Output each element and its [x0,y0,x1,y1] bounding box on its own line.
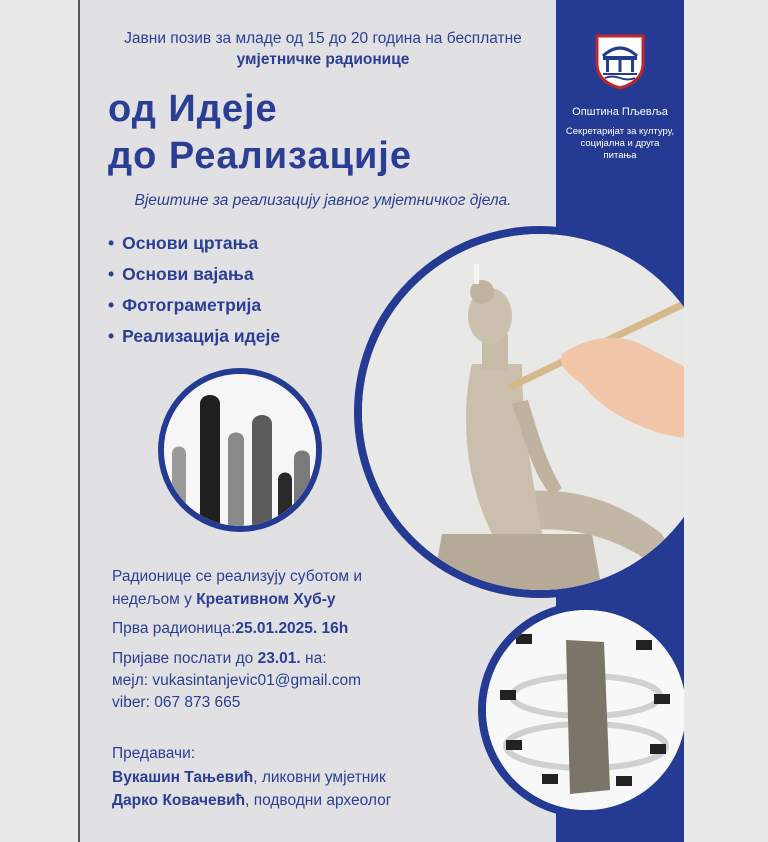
title-line-2: до Реализације [108,135,412,177]
bullet-text: Фотограметрија [122,295,262,315]
lecturer-1-role: , ликовни умјетник [253,769,386,786]
sculpture-illustration-icon [362,234,684,590]
apply-label: Пријаве послати до [112,650,258,667]
bullet-text: Основи цртања [122,233,259,253]
title-line-1: од Идеје [108,88,278,130]
lecturer-2 [112,792,391,810]
list-item: • Основи вајања [108,264,254,284]
list-item: • Основи цртања [108,233,259,253]
venue-name: Креативном Хуб-у [196,591,336,608]
bullet-list [108,228,280,352]
viber-contact: viber: 067 873 665 [112,694,241,711]
bullet-text: Реализација идеје [122,326,281,346]
poster-border [78,0,80,842]
municipality-name: Општина Пљевља [572,106,668,118]
first-workshop-date: 25.01.2025. 16h [235,620,349,637]
raised-hands-icon [164,374,316,526]
info-line-1: Радионице се реализују суботом и [112,568,363,585]
list-item: • Реализација идеје [108,326,281,346]
lecturer-2-role: , подводни археолог [245,792,392,809]
coat-of-arms-icon [595,34,645,90]
photogrammetry-image [478,602,684,818]
intro-line-1: Јавни позив за младе од 15 до 20 година на бесплатне [124,30,522,47]
sculpture-photo [354,226,684,598]
email-contact: мејл: vukasintanjevic01@gmail.com [112,672,362,689]
lecturer-2-name: Дарко Ковачевић [112,792,246,809]
intro-line-2: умјетничке радионице [236,51,410,68]
info-line-2 [112,591,336,609]
municipality-department [564,126,676,162]
apply-suffix: на: [300,650,327,667]
lecturer-1 [112,769,386,787]
subtitle: Вјештине за реализацију јавног умјетничког дјела. [134,192,512,209]
bullet-text: Основи вајања [122,264,254,284]
photogrammetry-icon [486,610,684,810]
first-workshop-label: Прва радионица: [112,620,236,637]
list-item: • Фотограметрија [108,295,262,315]
municipality-logo [595,34,645,90]
department-line-2: социјална и друга питања [580,138,660,161]
raised-hands-image [158,368,322,532]
lecturers-heading: Предавачи: [112,745,196,762]
lecturer-1-name: Вукашин Тањевић [112,769,254,786]
department-line-1: Секретаријат за културу, [565,126,675,137]
apply-date: 23.01. [257,650,301,667]
first-workshop [112,620,348,638]
poster [78,0,684,842]
info-line-2-text: недељом у [112,591,197,608]
apply-deadline [112,650,327,668]
